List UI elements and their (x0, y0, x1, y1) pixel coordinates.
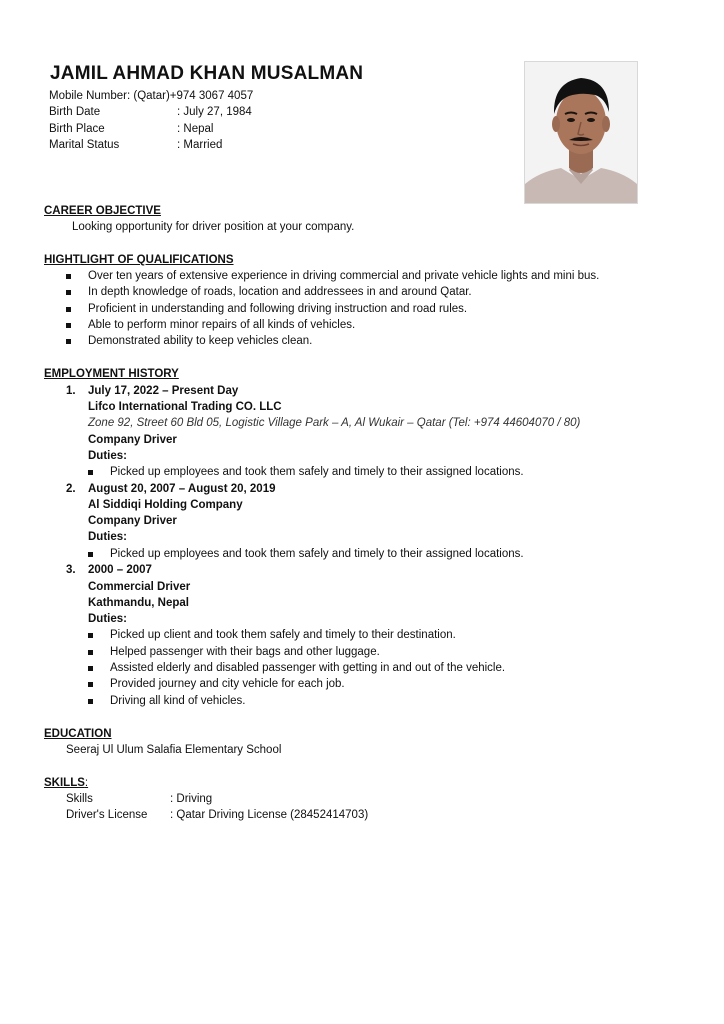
bullet-square-icon (88, 552, 93, 557)
job-location: Kathmandu, Nepal (88, 597, 189, 609)
skills-heading-row (44, 775, 88, 791)
skills-label: Skills (66, 793, 93, 805)
birth-place-row (49, 121, 213, 137)
birth-date-row (49, 104, 252, 120)
bullet-square-icon (88, 682, 93, 687)
license-row (66, 807, 368, 823)
job-address: Zone 92, Street 60 Bld 05, Logistic Village Park – A, Al Wukair – Qatar (Tel: +974 44604070 / 80) (88, 417, 581, 429)
job-period: 2000 – 2007 (88, 564, 152, 576)
bullet-square-icon (66, 274, 71, 279)
bullet-square-icon (88, 633, 93, 638)
job-period: August 20, 2007 – August 20, 2019 (88, 483, 276, 495)
highlights-heading: HIGHTLIGHT OF QUALIFICATIONS (44, 254, 234, 266)
skills-heading-colon: : (84, 777, 89, 789)
job-duties-label: Duties: (88, 450, 127, 462)
mobile-text: Mobile Number: (Qatar)+974 3067 4057 (49, 90, 254, 102)
job-number: 1. (66, 385, 76, 397)
bullet-square-icon (88, 650, 93, 655)
bullet-square-icon (66, 307, 71, 312)
job-duties-label: Duties: (88, 613, 127, 625)
career-objective-heading: CAREER OBJECTIVE (44, 205, 161, 217)
marital-status-row (49, 137, 222, 153)
marital-status-label: Marital Status (49, 139, 120, 151)
job-title: Company Driver (88, 515, 177, 527)
job-company: Lifco International Trading CO. LLC (88, 401, 282, 413)
birth-place-label: Birth Place (49, 123, 105, 135)
skills-row (66, 791, 212, 807)
employment-history-heading: EMPLOYMENT HISTORY (44, 368, 179, 380)
bullet-square-icon (88, 699, 93, 704)
marital-status-value: : Married (177, 139, 223, 151)
job-number: 3. (66, 564, 76, 576)
career-objective-text: Looking opportunity for driver position at your company. (72, 221, 355, 233)
license-value: : Qatar Driving License (28452414703) (170, 809, 369, 821)
bullet-square-icon (66, 323, 71, 328)
license-label: Driver's License (66, 809, 148, 821)
bullet-square-icon (66, 290, 71, 295)
job-duties-label: Duties: (88, 531, 127, 543)
job-title: Company Driver (88, 434, 177, 446)
birth-date-value: : July 27, 1984 (177, 106, 252, 118)
job-number: 2. (66, 483, 76, 495)
birth-place-value: : Nepal (177, 123, 214, 135)
skills-heading: SKILLS (44, 777, 85, 789)
candidate-name: JAMIL AHMAD KHAN MUSALMAN (50, 63, 364, 84)
bullet-square-icon (66, 339, 71, 344)
bullet-square-icon (88, 666, 93, 671)
skills-value: : Driving (170, 793, 213, 805)
bullet-square-icon (88, 470, 93, 475)
job-company: Al Siddiqi Holding Company (88, 499, 243, 511)
education-heading: EDUCATION (44, 728, 112, 740)
portrait-image (525, 62, 637, 203)
resume-page: JAMIL AHMAD KHAN MUSALMAN Mobile Number: (Qatar)+974 3067 4057 Birth Date : July 27, 1984 Birth Place : Nepal Marital Status : Married CAREER OBJECTIVE Looking opportunity for driver position at your company. HIGHTLIGHT OF QUALIFICATIONS Over ten years of extensive experience in driving commercial and private vehicle lights and mini bus. In depth knowledge of roads, location and addressees in and around Qatar. Proficient in understanding and following driving instruction and road rules. Able to perform minor repairs of all kinds of vehicles. Demonstrated ability to keep vehicles clean. EMPLOYMENT HISTORY 1. July 17, 2022 – Present Day Lifco International Trading CO. LLC Zone 92, Street 60 Bld 05, Logistic Village Park – A, Al Wukair – Qatar (Tel: +974 44604070 / 80) Company Driver Duties: Picked up employees and took them safely and timely to their assigned locations. 2. August 20, 2007 – August 20, 2019 Al Siddiqi Holding Company Company Driver Duties: Picked up employees and took them safely and timely to their assigned locations. 3. 2000 – 2007 Commercial Driver Kathmandu, Nepal Duties: Picked up client and took them safely and timely to their destination. Helped passenger with their bags and other luggage. Assisted elderly and disabled passenger with getting in and out of the vehicle. Provided journey and city vehicle for each job. Driving all kind of vehicles. EDUCATION Seeraj Ul Ulum Salafia Elementary School SKILLS: Skills : Driving Driver's License : Qatar Driving License (28452414703) (0, 0, 724, 1024)
mobile-number (49, 88, 253, 104)
job-title: Commercial Driver (88, 581, 191, 593)
birth-date-label: Birth Date (49, 106, 101, 118)
job-period: July 17, 2022 – Present Day (88, 385, 239, 397)
profile-photo (524, 61, 638, 204)
education-school: Seeraj Ul Ulum Salafia Elementary School (66, 744, 282, 756)
